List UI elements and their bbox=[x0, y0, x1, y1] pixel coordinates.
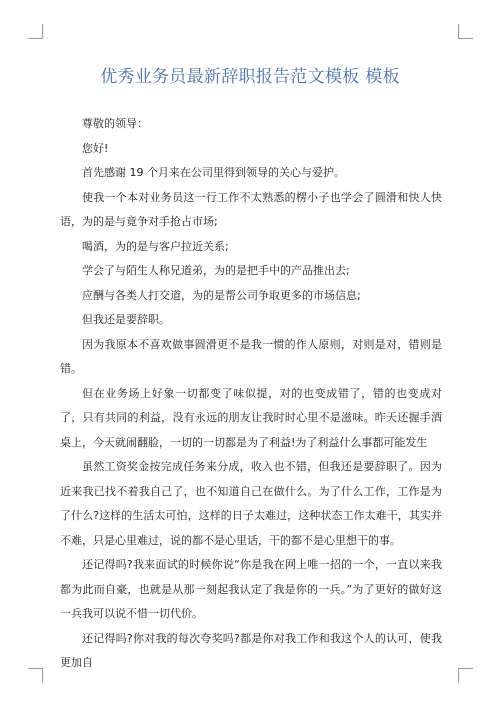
body-paragraph: 首先感谢 19 个月来在公司里得到领导的关心与爱护。 bbox=[82, 166, 345, 179]
salutation: 尊敬的领导： bbox=[82, 117, 148, 130]
body-paragraph: 还记得吗?你对我的每次夸奖吗?都是你对我工作和我这个人的认可，使我更加自 bbox=[60, 631, 442, 669]
document-body bbox=[60, 112, 442, 676]
body-paragraph: 学会了与陌生人称兄道弟，为的是把手中的产品推出去; bbox=[82, 264, 350, 277]
crop-mark-top-left bbox=[28, 24, 43, 39]
body-paragraph: 虽然工资奖金按完成任务来分成，收入也不错，但我还是要辞职了。因为近来我已找不着我自己了，也不知道自己在做什么。为了什么工作，工作是为了什么?这样的生活太可怕，这样的日子太难过，这种状态工作太难干，其实并不难，只是心里难过，说的都不是心里话，干的都不是心里想干的事。 bbox=[60, 460, 442, 547]
body-paragraph: 还记得吗?我来面试的时候你说“你是我在网上唯一招的一个，一直以来我都为此而自豪，也就是从那一刻起我认定了我是你的一兵。”为了更好的做好这一兵我可以说不惜一切代价。 bbox=[60, 558, 442, 620]
crop-mark-bottom-right bbox=[458, 668, 473, 683]
greeting: 您好! bbox=[82, 141, 109, 155]
body-paragraph: 但我还是要辞职。 bbox=[82, 313, 170, 326]
body-paragraph: 应酬与各类人打交道，为的是帮公司争取更多的市场信息; bbox=[82, 288, 361, 302]
body-paragraph: 喝酒，为的是与客户拉近关系; bbox=[82, 239, 229, 253]
body-paragraph: 因为我原本不喜欢做事圆滑更不是我一惯的作人原则，对则是对，错则是错。 bbox=[60, 337, 442, 375]
crop-mark-top-right bbox=[458, 24, 473, 39]
body-paragraph: 使我一个本对业务员这一行工作不太熟悉的楞小子也学会了圆滑和快人快语，为的是与竟争对手抢占市场; bbox=[60, 190, 442, 228]
crop-mark-bottom-left bbox=[28, 668, 43, 683]
body-paragraph: 但在业务场上好象一切都变了味似提，对的也变成错了，错的也变成对了，只有共同的利益，没有永远的朋友让我时时心里不是滋味。昨天还握手酒桌上，今天就闹翻脸，一切的一切都是为了利益!为了利益什么事都可能发生 bbox=[60, 386, 442, 449]
document-title: 优秀业务员最新辞职报告范文模板 模板 bbox=[100, 67, 400, 87]
